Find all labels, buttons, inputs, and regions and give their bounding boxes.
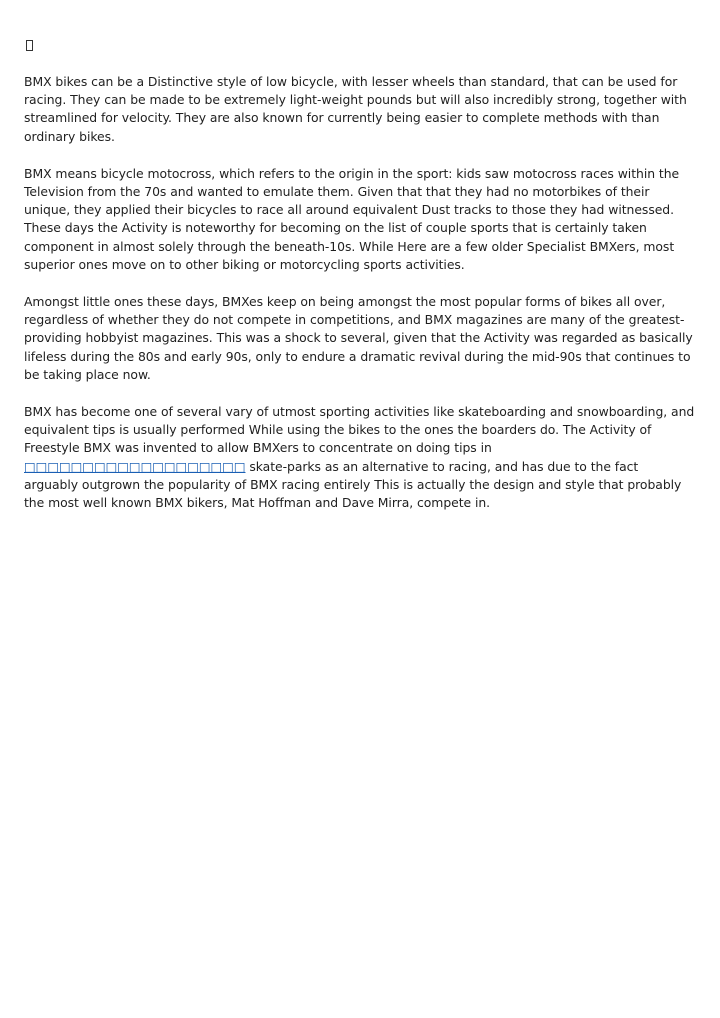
paragraph-4-text-after: skate-parks as an alternative to racing, and has due to the fact arguably outgrown the popularity of BMX racing entirely This is actually the design and style that probably the most well known BMX bikers, Mat Hoffman and Dave Mirra, compete in. bbox=[24, 458, 682, 511]
missing-glyph-icon bbox=[24, 40, 696, 73]
paragraph-4-text-before: BMX has become one of several vary of utmost sporting activities like skateboarding and snowboarding, and equivalent tips is usually performed While using the bikes to the ones the boarders do. The Activity of Freestyle BMX was invented to allow BMXers to concentrate on doing tips in bbox=[24, 404, 695, 456]
paragraph-1: BMX bikes can be a Distinctive style of low bicycle, with lesser wheels than standard, that can be used for racing. They can be made to be extremely light-weight pounds but will also incredibly strong, together with streamlined for velocity. They are also known for currently being easier to complete methods with than ordinary bikes. bbox=[24, 74, 687, 144]
paragraph-4 bbox=[24, 403, 696, 512]
top-glyph-box bbox=[26, 40, 33, 51]
document-body bbox=[24, 40, 696, 531]
paragraph-3: Amongst little ones these days, BMXes keep on being amongst the most popular forms of bikes all over, regardless of whether they do not compete in competitions, and BMX magazines are many of the greatest-providing hobbyist magazines. This was a shock to several, given that the Activity was regarded as basically lifeless during the 80s and early 90s, only to endure a dramatic revival during the mid-90s that continues to be taking place now. bbox=[24, 294, 693, 382]
paragraph-2: BMX means bicycle motocross, which refers to the origin in the sport: kids saw motocross races within the Television from the 70s and wanted to emulate them. Given that that they had no motorbikes of their unique, they applied their bicycles to race all around equivalent Dust tracks to those they had witnessed. These days the Activity is noteworthy for becoming on the list of couple sports that is certainly taken component in almost solely through the beneath-10s. While Here are a few older Specialist BMXers, most superior ones move on to other biking or motorcycling sports activities. bbox=[24, 165, 680, 272]
inline-link[interactable]: □□□□□□□□□□□□□□□□□□□ bbox=[24, 458, 246, 474]
